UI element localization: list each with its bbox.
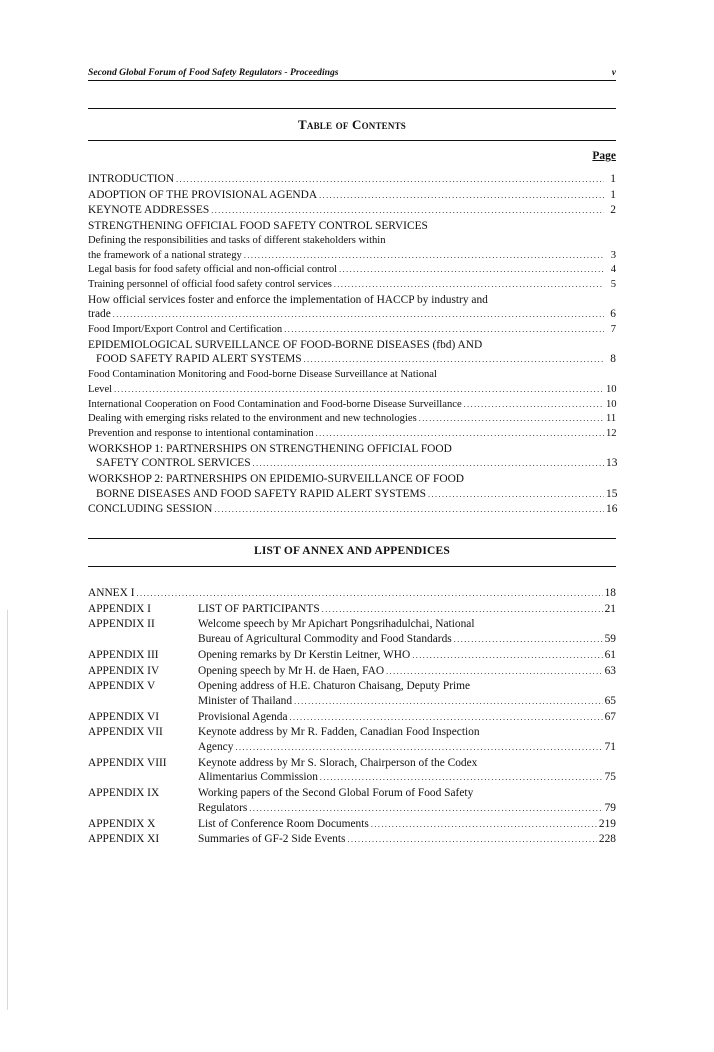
- annex-entry-line: [198, 817, 616, 833]
- annex-entry: [88, 586, 616, 602]
- annex-label: APPENDIX VI: [88, 710, 159, 723]
- dot-leader: [339, 263, 604, 278]
- dot-leader: [428, 488, 604, 503]
- toc-entry-page: 1: [610, 173, 616, 185]
- annex-entry-text: Working papers of the Second Global Forum of Food Safety: [198, 787, 474, 800]
- annex-label: ANNEX I: [88, 587, 135, 599]
- toc-entry-text: WORKSHOP 2: PARTNERSHIPS ON EPIDEMIO-SURVEILLANCE OF FOOD: [88, 473, 465, 486]
- dot-leader: [319, 189, 604, 204]
- dot-leader: [412, 649, 602, 664]
- annex-entry: [88, 832, 616, 848]
- toc-entry-line: [88, 249, 616, 264]
- dot-leader: [113, 308, 604, 323]
- toc-entry-line: [88, 412, 616, 427]
- annex-label: APPENDIX I: [88, 602, 151, 615]
- dot-leader: [244, 249, 604, 264]
- annex-label: APPENDIX VII: [88, 726, 163, 739]
- dot-leader: [304, 353, 604, 368]
- toc-entry-line: [88, 203, 616, 219]
- toc-entry: [88, 323, 616, 338]
- toc-entry-text: Food Import/Export Control and Certification: [88, 324, 283, 336]
- annex-list: [88, 586, 616, 848]
- toc-entry-line: [88, 172, 616, 188]
- toc-entry-page: 3: [610, 249, 616, 261]
- toc-entry: [88, 472, 616, 502]
- toc-entry-page: 1: [610, 188, 616, 201]
- dot-leader: [249, 802, 602, 817]
- toc-entry: [88, 234, 616, 263]
- annex-bottom-rule: [88, 566, 616, 567]
- annex-entry: [88, 602, 616, 618]
- dot-leader: [464, 398, 604, 413]
- toc-title: Table of Contents: [298, 117, 406, 132]
- dot-leader: [322, 603, 603, 618]
- annex-page: 219: [598, 817, 616, 830]
- toc-entry: [88, 368, 616, 397]
- toc-entry-line: [88, 188, 616, 204]
- annex-entry-line: [198, 694, 616, 710]
- annex-body: [198, 664, 616, 680]
- annex-page: 18: [604, 587, 616, 599]
- annex-entry-text: Summaries of GF-2 Side Events: [198, 833, 346, 846]
- annex-entry-text: Keynote address by Mr S. Slorach, Chairperson of the Codex: [198, 756, 478, 769]
- annex-entry-line: [198, 664, 616, 680]
- annex-entry-text: Keynote address by Mr R. Fadden, Canadian Food Inspection: [198, 726, 480, 739]
- toc-entry: [88, 442, 616, 472]
- toc-entry: [88, 427, 616, 442]
- annex-entry: [88, 725, 616, 755]
- annex-body: [198, 817, 616, 833]
- toc-entry-page: 10: [606, 383, 617, 395]
- annex-entry-line: [198, 801, 616, 817]
- annex-entry: [88, 648, 616, 664]
- annex-label: APPENDIX VIII: [88, 756, 167, 769]
- annex-entry-text: List of Conference Room Documents: [198, 817, 369, 830]
- toc-entry-text: SAFETY CONTROL SERVICES: [96, 457, 251, 470]
- annex-body: [198, 786, 616, 816]
- annex-top-rule: [88, 538, 616, 539]
- toc-entry: [88, 278, 616, 293]
- toc-entry-line: [88, 323, 616, 338]
- annex-label: APPENDIX V: [88, 680, 156, 693]
- toc-entry-text: Prevention and response to intentional contamination: [88, 427, 314, 439]
- toc-entry-text: STRENGTHENING OFFICIAL FOOD SAFETY CONTROL SERVICES: [88, 220, 428, 233]
- dot-leader: [347, 833, 596, 848]
- dot-leader: [235, 741, 602, 756]
- toc-entry-page: 16: [606, 503, 618, 516]
- annex-page: 67: [604, 710, 616, 723]
- toc-entry-page: 4: [610, 264, 616, 276]
- dot-leader: [290, 711, 603, 726]
- annex-entry-text: Regulators: [198, 801, 248, 814]
- toc-entry-line: [88, 307, 616, 323]
- dot-leader: [284, 323, 604, 338]
- toc-entry-page: 2: [610, 204, 616, 217]
- toc-entry-line: [88, 456, 616, 472]
- annex-page: 21: [604, 602, 616, 615]
- annex-entry-line: [198, 602, 616, 618]
- dot-leader: [137, 587, 603, 602]
- annex-entry-text: Welcome speech by Mr Apichart Pongsrihadulchai, National: [198, 618, 475, 631]
- toc-entry-page: 15: [606, 487, 618, 500]
- toc-entry-line: [88, 398, 616, 413]
- dot-leader: [214, 503, 604, 518]
- toc-entry-page: 5: [610, 278, 616, 290]
- annex-page: 71: [604, 741, 616, 754]
- toc-entry-text: How official services foster and enforce the implementation of HACCP by industry and: [88, 293, 488, 306]
- running-title: Second Global Forum of Food Safety Regulators - Proceedings: [88, 67, 339, 78]
- annex-page: 63: [604, 664, 616, 677]
- dot-leader: [419, 412, 604, 427]
- dot-leader: [211, 204, 604, 219]
- toc-entry-page: 6: [610, 308, 616, 321]
- annex-entry-text: LIST OF PARTICIPANTS: [198, 602, 320, 615]
- annex-entry: [88, 664, 616, 680]
- toc-entry-text: KEYNOTE ADDRESSES: [88, 204, 210, 217]
- dot-leader: [454, 633, 603, 648]
- toc-entry-text: FOOD SAFETY RAPID ALERT SYSTEMS: [96, 353, 302, 366]
- annex-entry: [88, 710, 616, 726]
- toc-entry-text: Training personnel of official food safety control services: [88, 278, 332, 290]
- toc-entry-text: trade: [88, 308, 111, 321]
- toc-entry-text: BORNE DISEASES AND FOOD SAFETY RAPID ALERT SYSTEMS: [96, 487, 427, 500]
- annex-entry-line: [198, 632, 616, 648]
- annex-page: 228: [598, 833, 616, 846]
- annex-entry-text: Opening speech by Mr H. de Haen, FAO: [198, 664, 385, 677]
- annex-entry-text: Minister of Thailand: [198, 694, 293, 707]
- toc-entry-line: [88, 352, 616, 368]
- toc-entry: [88, 263, 616, 278]
- toc-entry-page: 13: [606, 457, 618, 470]
- toc-entry-line: [88, 383, 616, 398]
- dot-leader: [334, 278, 604, 293]
- annex-body: [198, 710, 616, 726]
- annex-entry-line: [198, 648, 616, 664]
- annex-label: APPENDIX XI: [88, 833, 160, 846]
- toc-entry: [88, 293, 616, 323]
- toc-entry-page: 10: [606, 398, 617, 410]
- annex-page: 75: [604, 771, 616, 784]
- toc-entry-line: [88, 263, 616, 278]
- annex-entry: [88, 817, 616, 833]
- annex-label: APPENDIX II: [88, 618, 155, 631]
- toc-entry-text: INTRODUCTION: [88, 173, 175, 185]
- toc-entry-text: Level: [88, 383, 113, 395]
- annex-entry: [88, 679, 616, 709]
- toc-entry-line: [88, 278, 616, 293]
- toc-entry-text: ADOPTION OF THE PROVISIONAL AGENDA: [88, 188, 318, 201]
- annex-body: [198, 725, 616, 755]
- annex-entry-text: Opening remarks by Dr Kerstin Leitner, WHO: [198, 648, 411, 661]
- toc-entry-page: 12: [606, 427, 617, 439]
- toc-entry: [88, 338, 616, 368]
- annex-entry-line: [198, 770, 616, 786]
- toc-entry-text: CONCLUDING SESSION: [88, 503, 213, 516]
- annex-label: APPENDIX III: [88, 648, 159, 661]
- annex-entry-line: [198, 740, 616, 756]
- annex-page: 59: [604, 633, 616, 646]
- dot-leader: [294, 695, 603, 710]
- toc-page-label: Page: [592, 150, 616, 162]
- annex-entry: [88, 617, 616, 647]
- dot-leader: [320, 771, 603, 786]
- annex-entry-text: Agency: [198, 741, 234, 754]
- toc-entry-text: EPIDEMIOLOGICAL SURVEILLANCE OF FOOD-BORNE DISEASES (fbd) AND: [88, 338, 483, 351]
- annex-label: APPENDIX IV: [88, 664, 160, 677]
- annex-entry-line: [88, 586, 616, 602]
- annex-page: 61: [604, 648, 616, 661]
- annex-entry: [88, 786, 616, 816]
- toc-entry-line: [88, 427, 616, 442]
- toc-entry: [88, 172, 616, 188]
- dot-leader: [253, 457, 604, 472]
- toc-entry-text: Dealing with emerging risks related to the environment and new technologies: [88, 413, 417, 425]
- toc-entry: [88, 398, 616, 413]
- dot-leader: [316, 427, 604, 442]
- toc-entry-page: 11: [606, 413, 617, 425]
- annex-body: [198, 602, 616, 618]
- scan-margin-line: [7, 610, 8, 1010]
- annex-body: [198, 756, 616, 786]
- annex-entry-line: [198, 710, 616, 726]
- page-number: v: [611, 67, 616, 78]
- toc-list: [88, 172, 616, 518]
- annex-entry: [88, 756, 616, 786]
- toc-bottom-rule: [88, 140, 616, 141]
- toc-entry: [88, 203, 616, 219]
- annex-page: 65: [604, 694, 616, 707]
- annex-body: [198, 648, 616, 664]
- annex-entry-text: Bureau of Agricultural Commodity and Food Standards: [198, 633, 452, 646]
- annex-body: [198, 617, 616, 647]
- annex-entry-line: [198, 832, 616, 848]
- toc-entry-text: the framework of a national strategy: [88, 249, 242, 261]
- dot-leader: [114, 383, 604, 398]
- toc-entry-text: Legal basis for food safety official and non-official control: [88, 264, 338, 276]
- annex-entry-text: Provisional Agenda: [198, 710, 288, 723]
- annex-label: APPENDIX X: [88, 817, 156, 830]
- toc-entry: [88, 502, 616, 518]
- toc-entry-page: 7: [610, 324, 616, 336]
- toc-entry-line: [88, 487, 616, 503]
- toc-entry-line: [88, 502, 616, 518]
- dot-leader: [176, 173, 604, 188]
- toc-entry-text: Defining the responsibilities and tasks of different stakeholders within: [88, 234, 386, 246]
- dot-leader: [371, 818, 597, 833]
- toc-entry-text: International Cooperation on Food Contamination and Food-borne Disease Surveillance: [88, 398, 462, 410]
- toc-entry: [88, 219, 616, 234]
- annex-entry-text: Opening address of H.E. Chaturon Chaisang, Deputy Prime: [198, 680, 471, 693]
- annex-body: [198, 832, 616, 848]
- annex-body: [198, 679, 616, 709]
- toc-entry-text: WORKSHOP 1: PARTNERSHIPS ON STRENGTHENING OFFICIAL FOOD: [88, 442, 452, 455]
- toc-entry: [88, 412, 616, 427]
- dot-leader: [386, 665, 603, 680]
- annex-label: APPENDIX IX: [88, 787, 160, 800]
- annex-entry-text: Alimentarius Commission: [198, 771, 318, 784]
- annex-page: 79: [604, 801, 616, 814]
- toc-entry-page: 8: [610, 353, 616, 366]
- annex-title: LIST OF ANNEX AND APPENDICES: [253, 545, 451, 557]
- toc-entry-text: Food Contamination Monitoring and Food-borne Disease Surveillance at National: [88, 369, 437, 381]
- toc-entry: [88, 188, 616, 204]
- running-header: [88, 67, 616, 81]
- toc-top-rule: [88, 108, 616, 109]
